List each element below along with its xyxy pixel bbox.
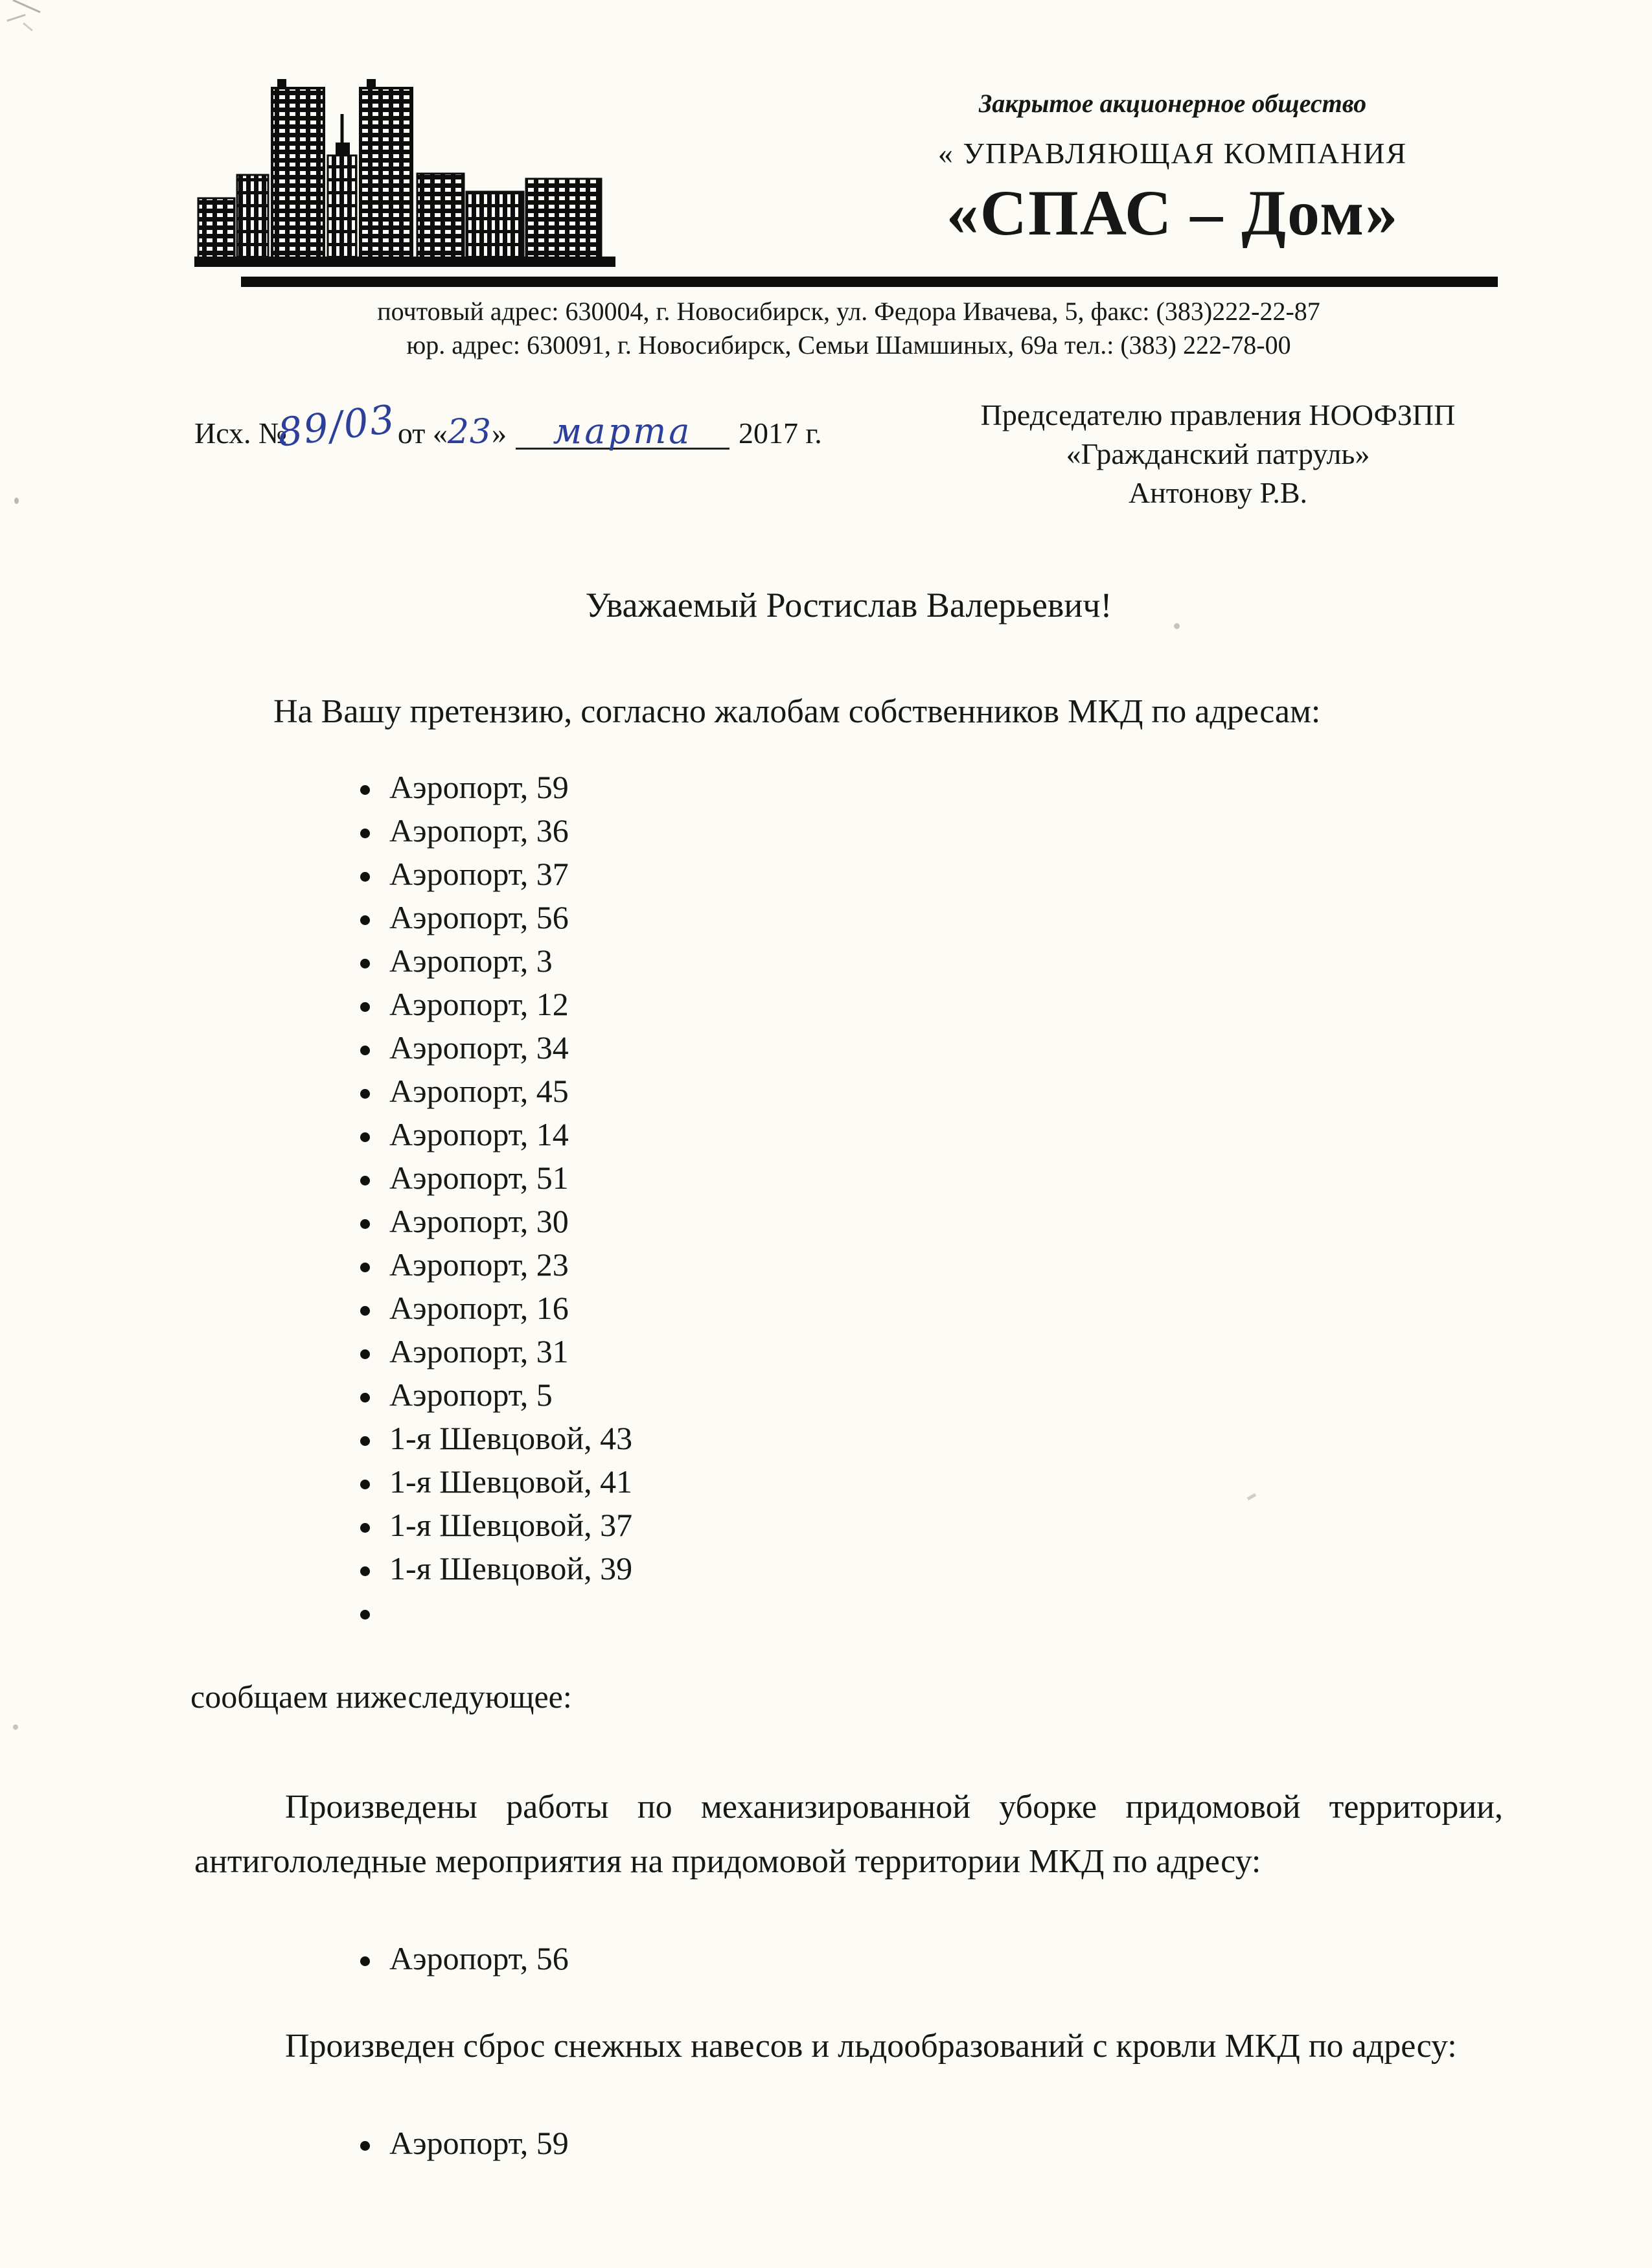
outgoing-reference xyxy=(194,396,822,456)
list-item-label: 1-я Шевцовой, 41 xyxy=(389,1463,633,1500)
list-item-label: Аэропорт, 59 xyxy=(389,2125,569,2161)
list-item-label: Аэропорт, 23 xyxy=(389,1246,569,1283)
list-item-label: Аэропорт, 36 xyxy=(389,812,569,849)
list-item xyxy=(360,1463,1503,1506)
list-item-label: Аэропорт, 12 xyxy=(389,986,569,1022)
quote-close: » xyxy=(492,417,507,450)
bullet-icon xyxy=(360,1349,370,1359)
outgoing-label: Исх. № xyxy=(194,417,287,450)
list-item-label: Аэропорт, 5 xyxy=(389,1377,553,1413)
addressee-line1: Председателю правления НООФЗПП xyxy=(980,398,1456,431)
list-item-label: Аэропорт, 56 xyxy=(389,1940,569,1976)
bullet-icon xyxy=(360,1956,370,1966)
list-item-label: Аэропорт, 14 xyxy=(389,1116,569,1152)
bullet-icon xyxy=(360,1219,370,1229)
address-bullet-list xyxy=(360,768,1503,1636)
org-type: Закрытое акционерное общество xyxy=(978,89,1367,118)
company-logo xyxy=(194,76,615,274)
intro-paragraph: На Вашу претензию, согласно жалобам собственников МКД по адресам: xyxy=(273,693,1321,730)
list-item xyxy=(360,855,1503,899)
letterhead-divider xyxy=(241,277,1498,287)
list-item xyxy=(360,1550,1503,1593)
bullet-icon xyxy=(360,1046,370,1055)
bullet-icon xyxy=(360,1089,370,1099)
list-item xyxy=(360,1072,1503,1116)
addressee-line2: «Гражданский патруль» xyxy=(1066,437,1370,470)
outgoing-number-handwritten: 89/03 xyxy=(275,396,398,456)
bullet-icon xyxy=(360,1566,370,1576)
bullet-2-wrap xyxy=(360,2124,1503,2168)
list-item xyxy=(360,2124,1503,2168)
bullet-icon xyxy=(360,1610,370,1620)
list-item xyxy=(360,768,1503,812)
list-item-label: Аэропорт, 16 xyxy=(389,1290,569,1326)
list-item xyxy=(360,1376,1503,1419)
list-item-label: Аэропорт, 37 xyxy=(389,856,569,892)
bullet-icon xyxy=(360,1306,370,1316)
list-item xyxy=(360,942,1503,985)
list-item xyxy=(360,1593,1503,1636)
letterhead xyxy=(194,76,1503,274)
addressee-block xyxy=(933,396,1503,512)
list-item xyxy=(360,1202,1503,1246)
paragraph-2: Произведен сброс снежных навесов и льдообразований с кровли МКД по адресу: xyxy=(285,2028,1457,2065)
list-item-label: 1-я Шевцовой, 37 xyxy=(389,1507,633,1543)
year-label: 2017 г. xyxy=(739,417,822,450)
list-item xyxy=(360,1159,1503,1202)
letterhead-text xyxy=(842,76,1503,247)
list-item xyxy=(360,812,1503,855)
list-item xyxy=(360,1940,1503,1983)
list-item-label: Аэропорт, 30 xyxy=(389,1203,569,1239)
company-name: «СПАС – Дом» xyxy=(946,177,1399,249)
list-item xyxy=(360,1246,1503,1289)
bullet-icon xyxy=(360,872,370,882)
list-item xyxy=(360,1116,1503,1159)
bullet-icon xyxy=(360,915,370,925)
list-item xyxy=(360,985,1503,1029)
bullet-icon xyxy=(360,1393,370,1403)
list-item-label: Аэропорт, 59 xyxy=(389,769,569,805)
continuation-line: сообщаем нижеследующее: xyxy=(190,1678,572,1715)
company-line1: « УПРАВЛЯЮЩАЯ КОМПАНИЯ xyxy=(937,137,1408,170)
day-handwritten: 23 xyxy=(447,413,492,452)
salutation: Уважаемый Ростислав Валерьевич! xyxy=(585,586,1112,624)
list-item-label: Аэропорт, 31 xyxy=(389,1333,569,1369)
list-item xyxy=(360,1029,1503,1072)
postal-address: почтовый адрес: 630004, г. Новосибирск, ул. Федора Ивачева, 5, факс: (383)222-22-87 xyxy=(377,297,1320,326)
bullet-icon xyxy=(360,1436,370,1446)
list-item-label: 1-я Шевцовой, 43 xyxy=(389,1420,633,1456)
list-item-label: Аэропорт, 56 xyxy=(389,899,569,935)
legal-address: юр. адрес: 630091, г. Новосибирск, Семьи Шамшиных, 69а тел.: (383) 222-78-00 xyxy=(406,330,1291,360)
paragraph-1: Произведены работы по механизированной уборке придомовой территории, антигололедные мероприятия на придомовой территории МКД по адресу: xyxy=(194,1789,1503,1880)
city-skyline-icon xyxy=(194,76,615,271)
list-item-label: Аэропорт, 45 xyxy=(389,1073,569,1109)
bullet-icon xyxy=(360,959,370,968)
from-label: от « xyxy=(397,417,448,450)
addressee-line3: Антонову Р.В. xyxy=(1128,476,1308,509)
bullet-icon xyxy=(360,829,370,838)
list-item-label: 1-я Шевцовой, 39 xyxy=(389,1550,633,1586)
bullet-icon xyxy=(360,1176,370,1186)
list-item-label: Аэропорт, 51 xyxy=(389,1160,569,1196)
bullet-icon xyxy=(360,785,370,795)
list-item xyxy=(360,899,1503,942)
bullet-icon xyxy=(360,1523,370,1533)
list-item xyxy=(360,1289,1503,1333)
list-item xyxy=(360,1419,1503,1463)
month-handwritten: марта xyxy=(516,415,729,450)
bullet-icon xyxy=(360,2141,370,2151)
list-item-label: Аэропорт, 3 xyxy=(389,943,553,979)
bullet-icon xyxy=(360,1002,370,1012)
list-item xyxy=(360,1333,1503,1376)
list-item xyxy=(360,1506,1503,1550)
reference-row xyxy=(194,396,1503,512)
bullet-icon xyxy=(360,1132,370,1142)
bullet-1-wrap xyxy=(360,1940,1503,1983)
bullet-icon xyxy=(360,1263,370,1272)
bullet-icon xyxy=(360,1480,370,1489)
list-item-label: Аэропорт, 34 xyxy=(389,1029,569,1066)
